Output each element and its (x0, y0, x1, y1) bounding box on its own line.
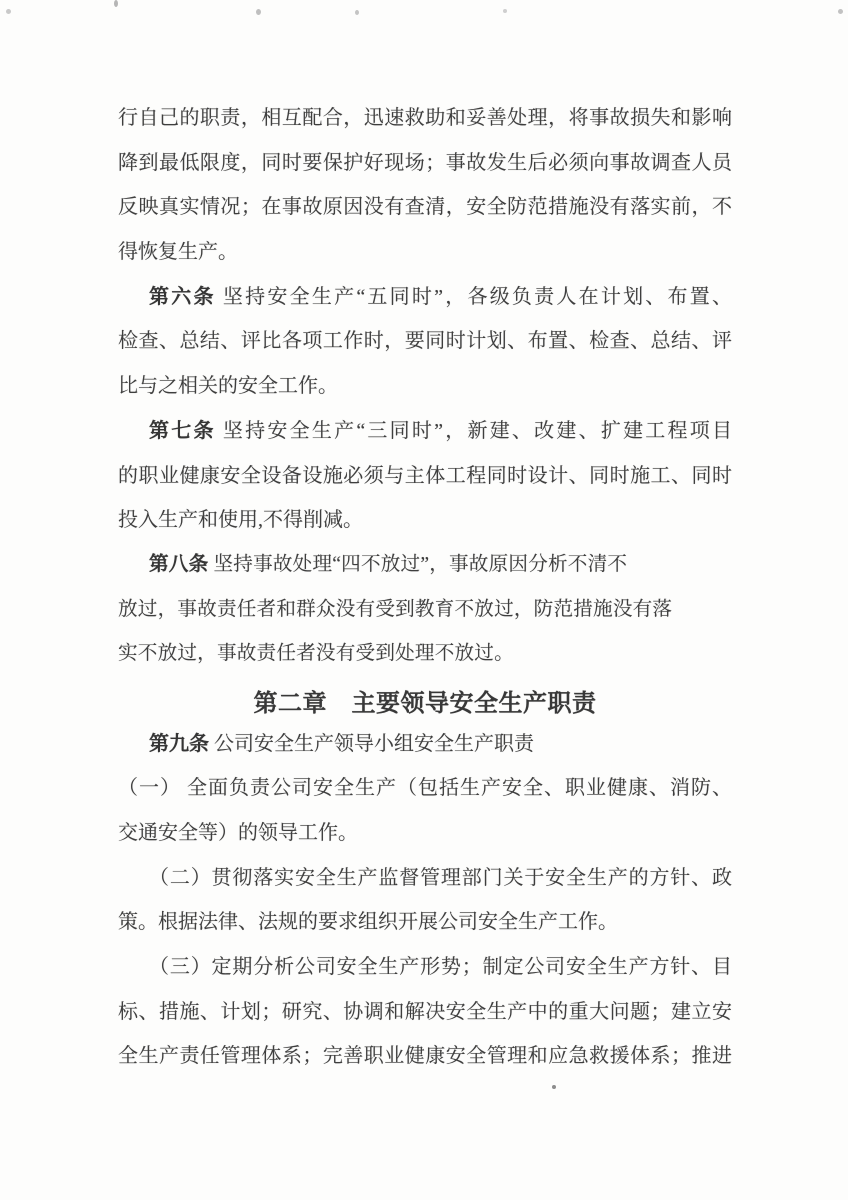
text-line: （三）定期分析公司安全生产形势；制定公司安全生产方针、目 (149, 956, 732, 979)
text-line: 的职业健康安全设备设施必须与主体工程同时设计、同时施工、同时 (118, 464, 732, 487)
text-line: 交通安全等）的领导工作。 (118, 822, 358, 844)
text-line: 反映真实情况；在事故原因没有查清，安全防范措施没有落实前，不 (118, 196, 732, 219)
text-line: 得恢复生产。 (118, 241, 238, 264)
text-line: 第七条 坚持安全生产“三同时”，新建、改建、扩建工程项目 (149, 419, 732, 442)
scan-artifact (355, 10, 359, 15)
text-line: 放过，事故责任者和群众没有受到教育不放过，防范措施没有落 (118, 598, 673, 620)
article-number: 第七条 (149, 419, 216, 442)
text-block (118, 96, 732, 1079)
scan-artifact (6, 9, 11, 14)
article-number: 第六条 (149, 285, 216, 308)
text-line: 第六条 坚持安全生产“五同时”，各级负责人在计划、布置、 (149, 285, 732, 308)
chapter-heading: 第二章 主要领导安全生产职责 (253, 689, 597, 717)
scan-artifact (552, 1085, 556, 1089)
article-number: 第九条 (149, 732, 209, 755)
text-line: （一） 全面负责公司安全生产（包括生产安全、职业健康、消防、 (118, 777, 732, 800)
text-line: 实不放过，事故责任者没有受到处理不放过。 (118, 643, 514, 665)
text-line: （二）贯彻落实安全生产监督管理部门关于安全生产的方针、政 (149, 866, 732, 889)
text-line: 行自己的职责，相互配合，迅速救助和妥善处理，将事故损失和影响 (118, 107, 732, 129)
scan-artifact (503, 9, 507, 13)
text-line: 标、措施、计划；研究、协调和解决安全生产中的重大问题；建立安 (118, 1000, 732, 1023)
text-line: 策。根据法律、法规的要求组织开展公司安全生产工作。 (118, 911, 618, 934)
text-line: 第八条 坚持事故处理“四不放过”，事故原因分析不清不 (149, 553, 628, 575)
scan-artifact (256, 9, 261, 15)
text-line: 检查、总结、评比各项工作时，要同时计划、布置、检查、总结、评 (118, 330, 732, 353)
scan-artifact (838, 9, 843, 14)
article-number: 第八条 (149, 553, 209, 575)
text-line: 第九条 公司安全生产领导小组安全生产职责 (149, 732, 534, 755)
text-line: 比与之相关的安全工作。 (118, 375, 338, 398)
text-line: 全生产责任管理体系；完善职业健康安全管理和应急救援体系；推进 (118, 1045, 732, 1068)
scan-artifact (114, 0, 118, 7)
text-line: 降到最低限度，同时要保护好现场；事故发生后必须向事故调查人员 (118, 151, 732, 174)
text-line: 投入生产和使用,不得削减。 (118, 509, 363, 532)
